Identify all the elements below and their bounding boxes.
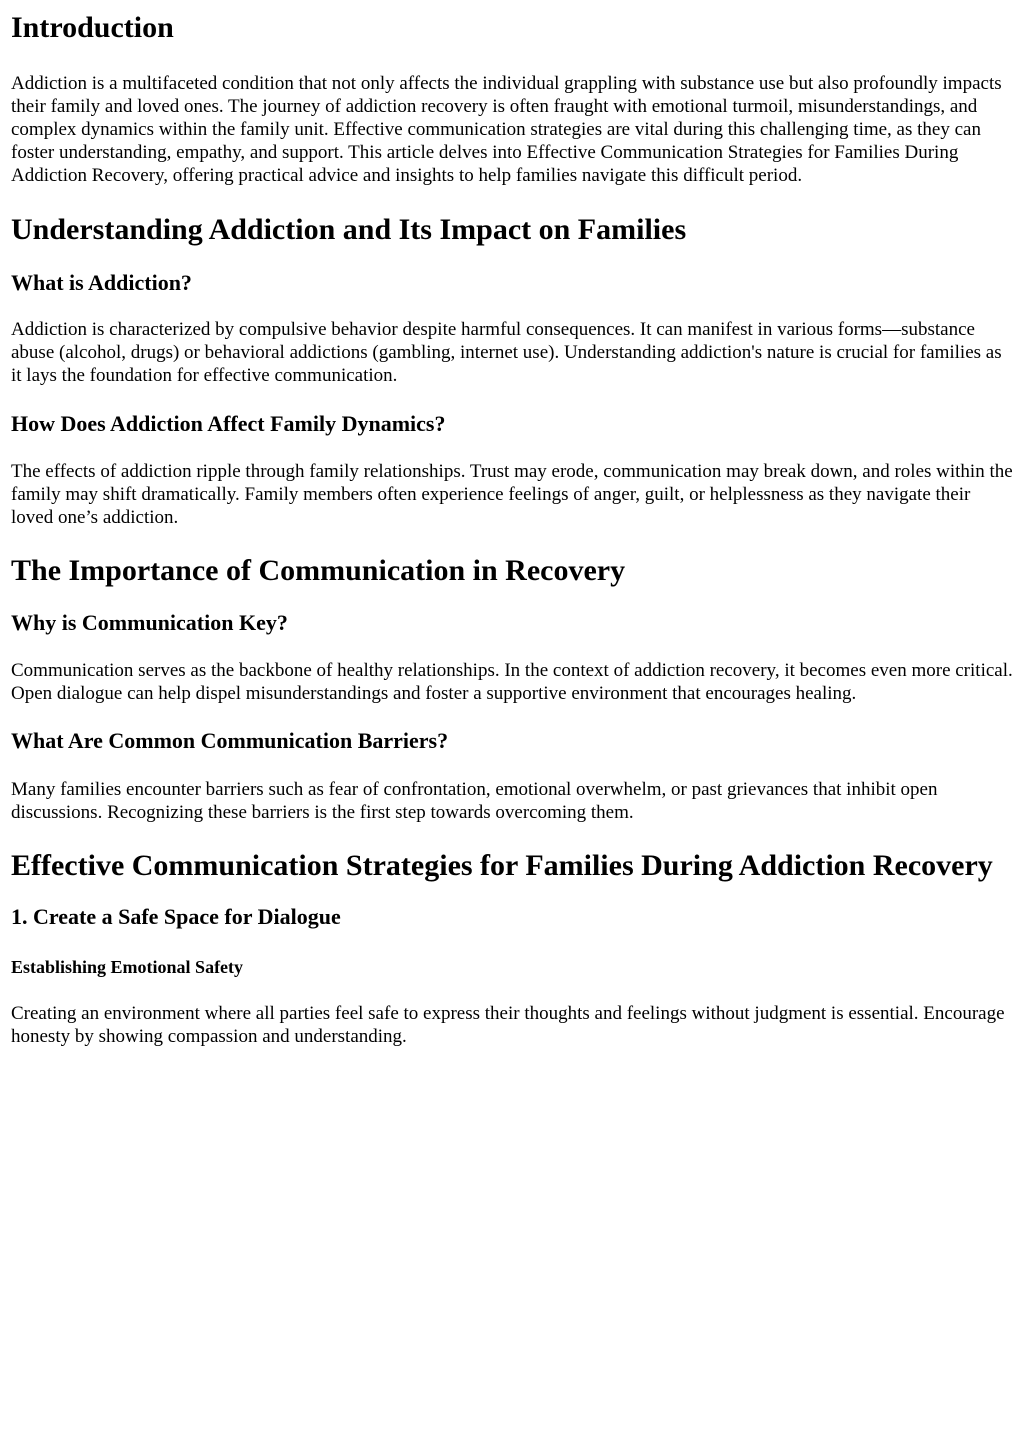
emotional-safety-heading: Establishing Emotional Safety xyxy=(11,957,244,977)
family-dynamics-paragraph: The effects of addiction ripple through family relationships. Trust may erode, communication may break down, and roles within the family may shift dramatically. Family members often experience feelings of anger, guilt, or helplessness as they navigate their loved one’s addiction. xyxy=(11,461,1013,528)
safe-space-heading: 1. Create a Safe Space for Dialogue xyxy=(11,904,341,929)
communication-strategies-heading: Effective Communication Strategies for Families During Addiction Recovery xyxy=(11,849,993,882)
understanding-addiction-heading: Understanding Addiction and Its Impact on Families xyxy=(11,213,687,246)
introduction-heading: Introduction xyxy=(11,11,174,44)
why-communication-key-paragraph: Communication serves as the backbone of healthy relationships. In the context of addiction recovery, it becomes even more critical. Open dialogue can help dispel misunderstandings and foster a supportive environment that encourages healing. xyxy=(11,660,1013,704)
what-is-addiction-heading: What is Addiction? xyxy=(11,270,192,295)
family-dynamics-heading: How Does Addiction Affect Family Dynamics? xyxy=(11,411,446,436)
communication-barriers-paragraph: Many families encounter barriers such as fear of confrontation, emotional overwhelm, or past grievances that inhibit open discussions. Recognizing these barriers is the first step towards overcoming them. xyxy=(11,779,938,823)
communication-barriers-heading: What Are Common Communication Barriers? xyxy=(11,728,449,753)
why-communication-key-heading: Why is Communication Key? xyxy=(11,610,288,635)
article xyxy=(0,10,1024,1048)
what-is-addiction-paragraph: Addiction is characterized by compulsive behavior despite harmful consequences. It can manifest in various forms—substance abuse (alcohol, drugs) or behavioral addictions (gambling, internet use). Understanding addiction's nature is crucial for families as it lays the foundation for effective communication. xyxy=(11,319,1002,386)
introduction-paragraph: Addiction is a multifaceted condition that not only affects the individual grappling with substance use but also profoundly impacts their family and loved ones. The journey of addiction recovery is often fraught with emotional turmoil, misunderstandings, and complex dynamics within the family unit. Effective communication strategies are vital during this challenging time, as they can foster understanding, empathy, and support. This article delves into Effective Communication Strategies for Families During Addiction Recovery, offering practical advice and insights to help families navigate this difficult period. xyxy=(11,73,1002,186)
emotional-safety-paragraph: Creating an environment where all parties feel safe to express their thoughts and feelings without judgment is essential. Encourage honesty by showing compassion and understanding. xyxy=(11,1003,1005,1047)
importance-of-communication-heading: The Importance of Communication in Recovery xyxy=(11,554,626,587)
